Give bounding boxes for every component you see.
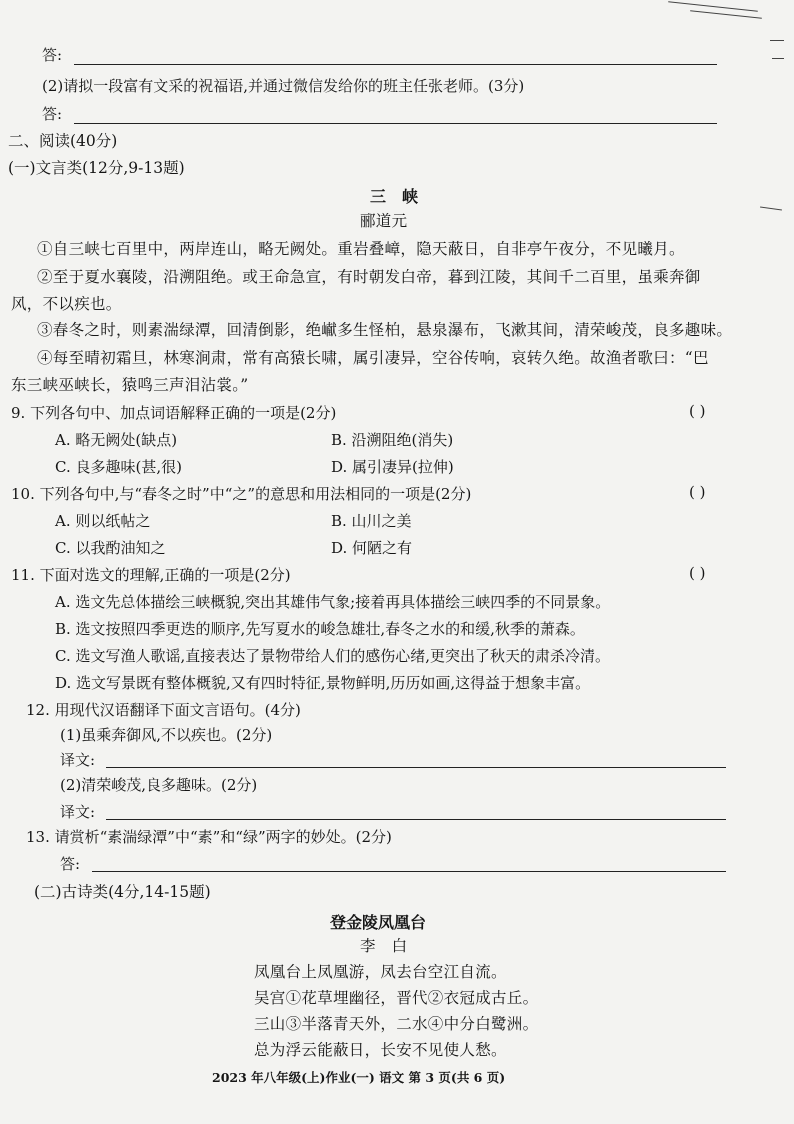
passage-paragraph: ①自三峡七百里中，两岸连山，略无阙处。重岩叠嶂，隐天蔽日，自非亭午夜分，不见曦月。 [37,240,685,258]
subsection-heading: (二)古诗类(4分,14-15题) [34,883,211,901]
answer-paren[interactable]: ( ) [689,483,706,501]
option-a: A. 则以纸帖之 [55,512,151,530]
option-c: C. 良多趣味(甚,很) [55,458,182,476]
translation-label: 译文: [60,803,96,821]
answer-line[interactable] [106,819,726,820]
option-b: B. 山川之美 [331,512,412,530]
option-b: B. 选文按照四季更迭的顺序,先写夏水的峻急雄壮,春冬之水的和缓,秋季的萧森。 [55,620,585,638]
question-9-stem: 9. 下列各句中、加点词语解释正确的一项是(2分) [11,404,337,422]
passage-paragraph: ②至于夏水襄陵，沿溯阻绝。或王命急宣，有时朝发白帝，暮到江陵，其间千二百里，虽乘奔御 [37,268,701,286]
scan-mark [772,58,784,59]
scan-mark [690,10,762,19]
poem-title: 登金陵凤凰台 [330,913,427,932]
option-d: D. 选文写景既有整体概貌,又有四时特征,景物鲜明,历历如画,这得益于想象丰富。 [55,674,591,692]
question-12-stem: 12. 用现代汉语翻译下面文言语句。(4分) [26,701,301,719]
page-footer: 2023 年八年级(上)作业(一) 语文 第 3 页(共 6 页) [212,1070,506,1085]
question-10-stem: 10. 下列各句中,与“春冬之时”中“之”的意思和用法相同的一项是(2分) [11,485,472,503]
option-b: B. 沿溯阻绝(消失) [331,431,454,449]
scan-mark [760,206,782,210]
section-heading: 二、阅读(40分) [8,132,118,150]
answer-paren[interactable]: ( ) [689,402,706,420]
answer-label: 答: [42,46,63,64]
passage-author: 郦道元 [360,212,408,230]
translation-label: 译文: [60,751,96,769]
poem-line: 凤凰台上凤凰游，凤去台空江自流。 [254,963,507,981]
answer-paren[interactable]: ( ) [689,564,706,582]
answer-line[interactable] [74,64,717,65]
answer-line[interactable] [74,123,717,124]
poem-line: 三山③半落青天外，二水④中分白鹭洲。 [254,1015,539,1033]
option-c: C. 以我酌油知之 [55,539,166,557]
option-d: D. 何陋之有 [331,539,413,557]
sub-question: (2)清荣峻茂,良多趣味。(2分) [60,776,258,794]
option-a: A. 略无阙处(缺点) [55,431,178,449]
passage-paragraph: ④每至晴初霜旦，林寒涧肃，常有高猿长啸，属引凄异，空谷传响，哀转久绝。故渔者歌曰：“巴 [37,349,709,367]
answer-label: 答: [42,105,63,123]
scan-mark [770,40,784,41]
scan-mark [668,1,758,11]
poem-line: 吴宫①花草埋幽径，晋代②衣冠成古丘。 [254,989,539,1007]
option-c: C. 选文写渔人歌谣,直接表达了景物带给人们的感伤心绪,更突出了秋天的肃杀冷清。 [55,647,611,665]
answer-label: 答: [60,855,81,873]
answer-line[interactable] [106,767,726,768]
poem-author: 李 白 [360,937,408,955]
passage-paragraph: 东三峡巫峡长，猿鸣三声泪沾裳。” [11,376,249,394]
sub-question: (1)虽乘奔御风,不以疾也。(2分) [60,726,273,744]
question-13-stem: 13. 请赏析“素湍绿潭”中“素”和“绿”两字的妙处。(2分) [26,828,392,846]
question-11-stem: 11. 下面对选文的理解,正确的一项是(2分) [11,566,291,584]
answer-line[interactable] [92,871,726,872]
passage-paragraph: 风，不以疾也。 [11,295,122,313]
subsection-heading: (一)文言类(12分,9-13题) [8,159,185,177]
question-2: (2)请拟一段富有文采的祝福语,并通过微信发给你的班主任张老师。(3分) [42,77,525,95]
passage-title: 三 峡 [370,187,419,206]
option-d: D. 属引凄异(拉伸) [331,458,454,476]
poem-line: 总为浮云能蔽日，长安不见使人愁。 [254,1041,507,1059]
option-a: A. 选文先总体描绘三峡概貌,突出其雄伟气象;接着再具体描绘三峡四季的不同景象。 [55,593,611,611]
passage-paragraph: ③春冬之时，则素湍绿潭，回清倒影，绝𪩘多生怪柏，悬泉瀑布，飞漱其间，清荣峻茂，良多趣味。 [37,321,733,339]
